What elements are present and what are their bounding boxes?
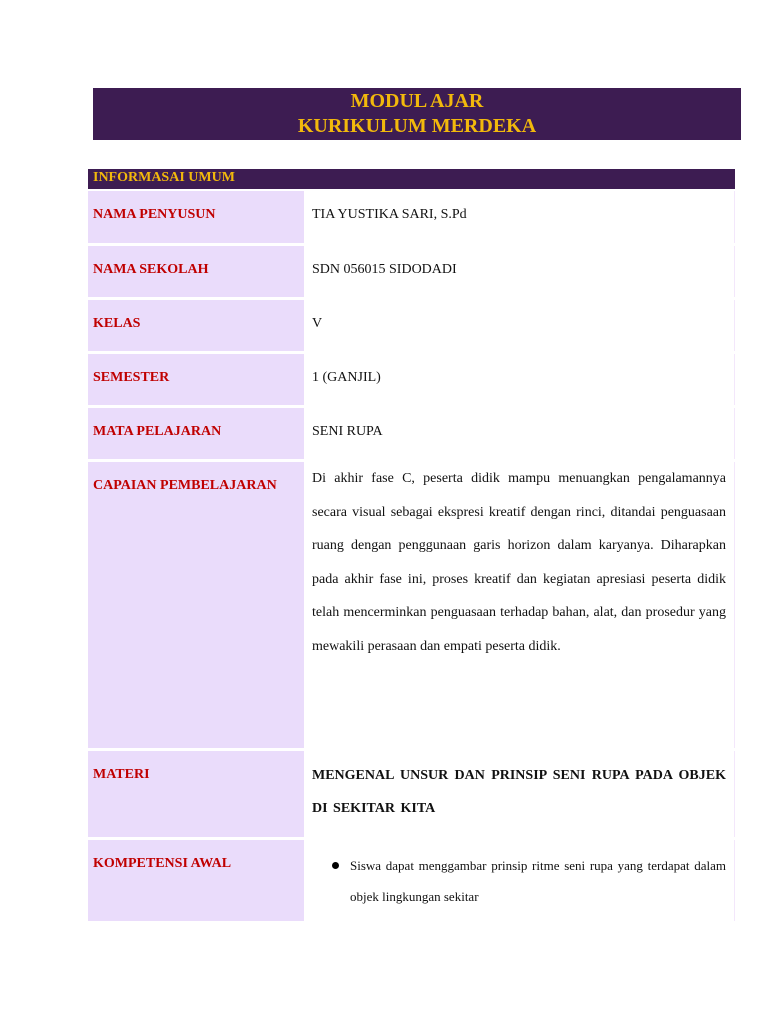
label-mata-pelajaran: MATA PELAJARAN: [88, 408, 304, 459]
label-materi: MATERI: [88, 751, 304, 837]
info-table: [88, 191, 735, 921]
row-kompetensi-awal: [88, 840, 735, 921]
value-kelas: V: [304, 300, 735, 351]
value-materi: MENGENAL UNSUR DAN PRINSIP SENI RUPA PADA OBJEK DI SEKITAR KITA: [304, 751, 735, 837]
row-mata-pelajaran: [88, 408, 735, 462]
label-semester: SEMESTER: [88, 354, 304, 405]
row-materi: [88, 751, 735, 840]
row-nama-penyusun: [88, 191, 735, 246]
value-capaian-pembelajaran: Di akhir fase C, peserta didik mampu menuangkan pengalamannya secara visual sebagai ekspresi kreatif dengan rinci, ditandai penguasaan ruang dengan penggunaan garis horizon dalam karyanya. Diharapkan pada akhir fase ini, proses kreatif dan kegiatan apresiasi peserta didik telah mencerminkan penguasaan terhadap bahan, alat, dan prosedur yang mewakili perasaan dan empati peserta didik.: [304, 462, 735, 748]
bullet-icon: [332, 862, 339, 869]
title-line-1: MODUL AJAR: [350, 90, 484, 112]
kompetensi-awal-list: [312, 850, 726, 912]
document-title-banner: [93, 88, 741, 140]
value-nama-penyusun: TIA YUSTIKA SARI, S.Pd: [304, 191, 735, 243]
label-nama-sekolah: NAMA SEKOLAH: [88, 246, 304, 297]
row-nama-sekolah: [88, 246, 735, 300]
label-kelas: KELAS: [88, 300, 304, 351]
section-header-informasi-umum: INFORMASAI UMUM: [88, 169, 735, 189]
value-kompetensi-awal: [304, 840, 735, 921]
label-kompetensi-awal: KOMPETENSI AWAL: [88, 840, 304, 921]
row-semester: [88, 354, 735, 408]
list-item: [312, 850, 726, 912]
label-nama-penyusun: NAMA PENYUSUN: [88, 191, 304, 243]
kompetensi-awal-item-text: Siswa dapat menggambar prinsip ritme seni rupa yang terdapat dalam objek lingkungan sekitar: [350, 858, 726, 904]
label-capaian-pembelajaran: CAPAIAN PEMBELAJARAN: [88, 462, 304, 748]
row-capaian-pembelajaran: [88, 462, 735, 751]
value-mata-pelajaran: SENI RUPA: [304, 408, 735, 459]
row-kelas: [88, 300, 735, 354]
title-line-2: KURIKULUM MERDEKA: [297, 115, 537, 137]
value-nama-sekolah: SDN 056015 SIDODADI: [304, 246, 735, 297]
value-semester: 1 (GANJIL): [304, 354, 735, 405]
